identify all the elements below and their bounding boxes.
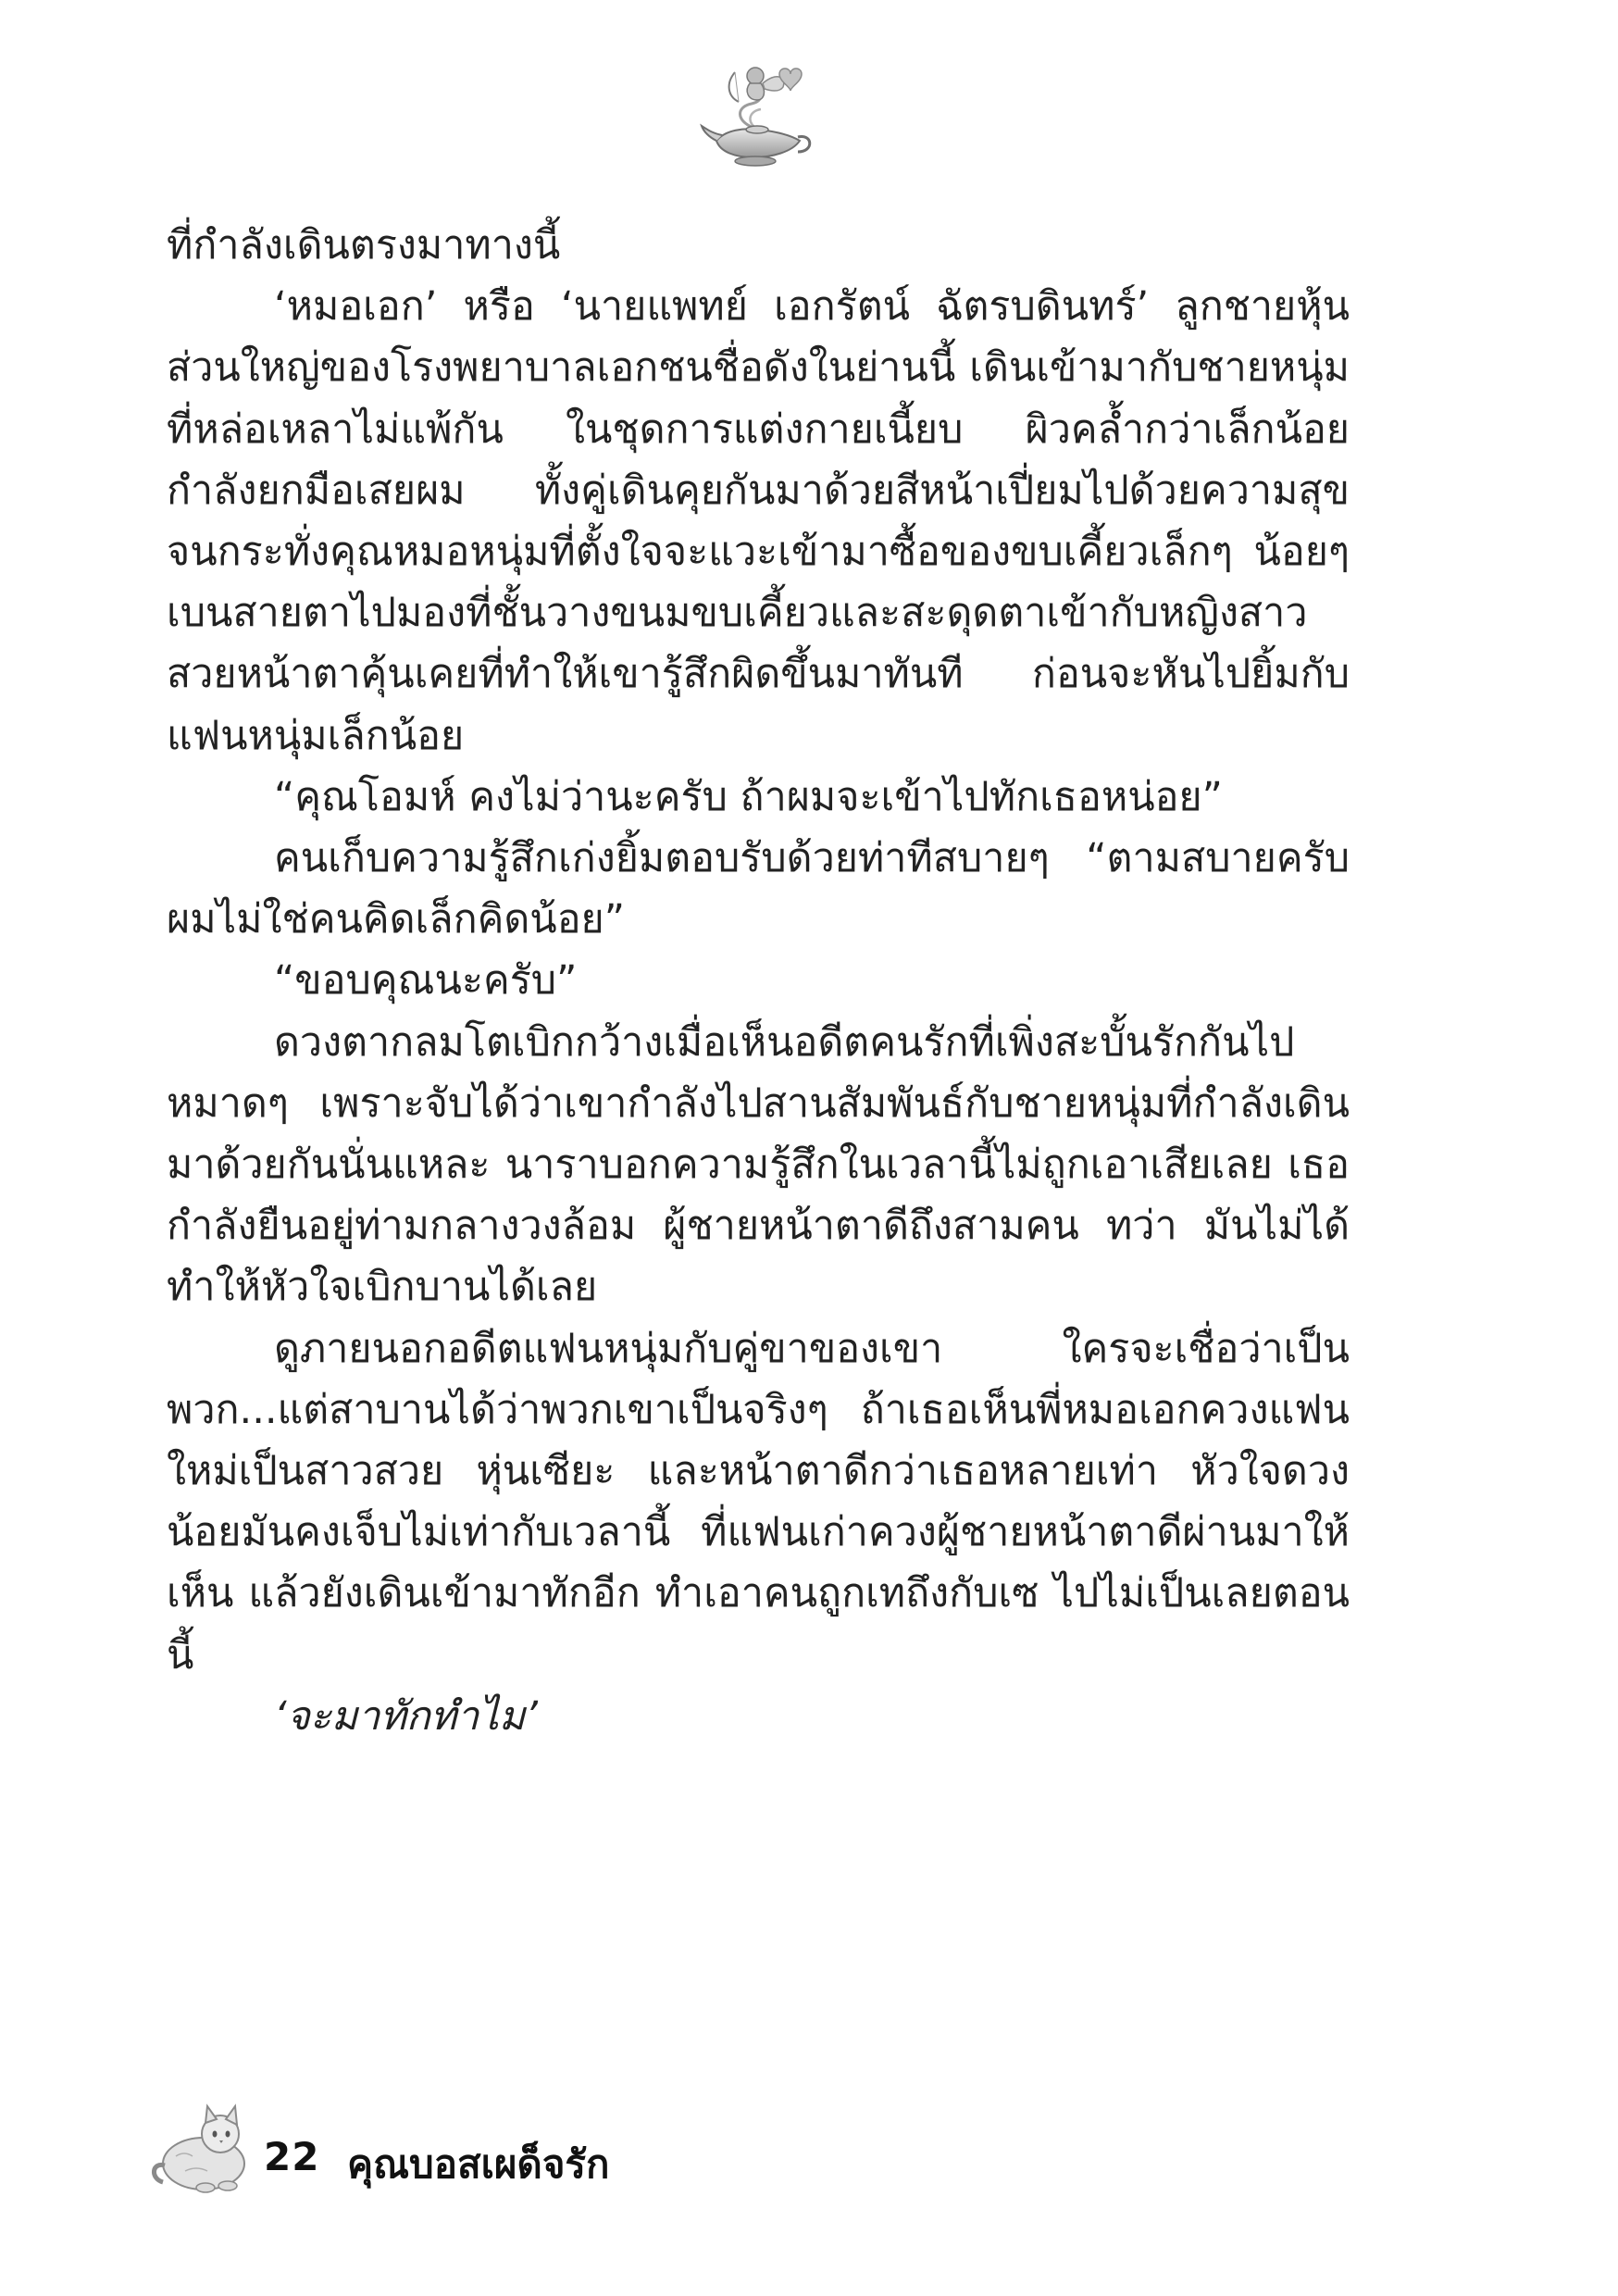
book-title: คุณบอสเผด็จรัก (347, 2141, 610, 2187)
page-footer (148, 2097, 1074, 2199)
paragraph-3: “คุณโอมห์ คงไม่ว่านะครับ ถ้าผมจะเข้าไปทักเธอหน่อย” (274, 773, 1223, 820)
paragraph-7: ดูภายนอกอดีตแฟนหนุ่มกับคู่ขาของเขา ใครจะเชื่อว่าเป็นพวก...แต่สาบานได้ว่าพวกเขาเป็นจริงๆ ถ้าเธอเห็นพี่หมอเอกควงแฟนใหม่เป็นสาวสวย หุ่นเซียะ และหน้าตาดีกว่าเธอหลายเท่า หัวใจดวงน้อยมันคงเจ็บไม่เท่ากับเวลานี้ ที่แฟนเก่าควงผู้ชายหน้าตาดีผ่านมาให้เห็น แล้วยังเดินเข้ามาทักอีก ทำเอาคนถูกเทถึงกับเซ ไปไม่เป็นเลยตอนนี้ (167, 1325, 1350, 1678)
chapter-body-text (167, 215, 1350, 1747)
cupid-genie-lamp-icon (698, 56, 818, 171)
paragraph-6: ดวงตากลมโตเบิกกว้างเมื่อเห็นอดีตคนรักที่เพิ่งสะบั้นรักกันไปหมาดๆ เพราะจับได้ว่าเขากำลังไปสานสัมพันธ์กับชายหนุ่มที่กำลังเดินมาด้วยกันนั่นแหละ นาราบอกความรู้สึกในเวลานี้ไม่ถูกเอาเสียเลย เธอกำลังยืนอยู่ท่ามกลางวงล้อม ผู้ชายหน้าตาดีถึงสามคน ทว่า มันไม่ได้ทำให้หัวใจเบิกบานได้เลย (167, 1018, 1350, 1311)
paragraph-5: “ขอบคุณนะครับ” (274, 957, 578, 1004)
paragraph-2: ‘หมอเอก’ หรือ ‘นายแพทย์ เอกรัตน์ ฉัตรบดินทร์’ ลูกชายหุ้นส่วนใหญ่ของโรงพยาบาลเอกชนชื่อดังในย่านนี้ เดินเข้ามากับชายหนุ่มที่หล่อเหลาไม่แพ้กัน ในชุดการแต่งกายเนี้ยบ ผิวคล้ำกว่าเล็กน้อย กำลังยกมือเสยผม ทั้งคู่เดินคุยกันมาด้วยสีหน้าเปี่ยมไปด้วยความสุข จนกระทั่งคุณหมอหนุ่มที่ตั้งใจจะแวะเข้ามาซื้อของขบเคี้ยวเล็กๆ น้อยๆ เบนสายตาไปมองที่ชั้นวางขนมขบเคี้ยวและสะดุดตาเข้ากับหญิงสาวสวยหน้าตาคุ้นเคยที่ทำให้เขารู้สึกผิดขึ้นมาทันที ก่อนจะหันไปยิ้มกับแฟนหนุ่มเล็กน้อย (167, 283, 1350, 759)
paragraph-8: ‘จะมาทักทำไม’ (274, 1692, 538, 1740)
paragraph-1: ที่กำลังเดินตรงมาทางนี้ (167, 222, 561, 268)
cat-icon (148, 2097, 259, 2199)
paragraph-4: คนเก็บความรู้สึกเก่งยิ้มตอบรับด้วยท่าทีสบายๆ “ตามสบายครับ ผมไม่ใช่คนคิดเล็กคิดน้อย” (167, 835, 1350, 943)
page-number: 22 (264, 2134, 320, 2179)
